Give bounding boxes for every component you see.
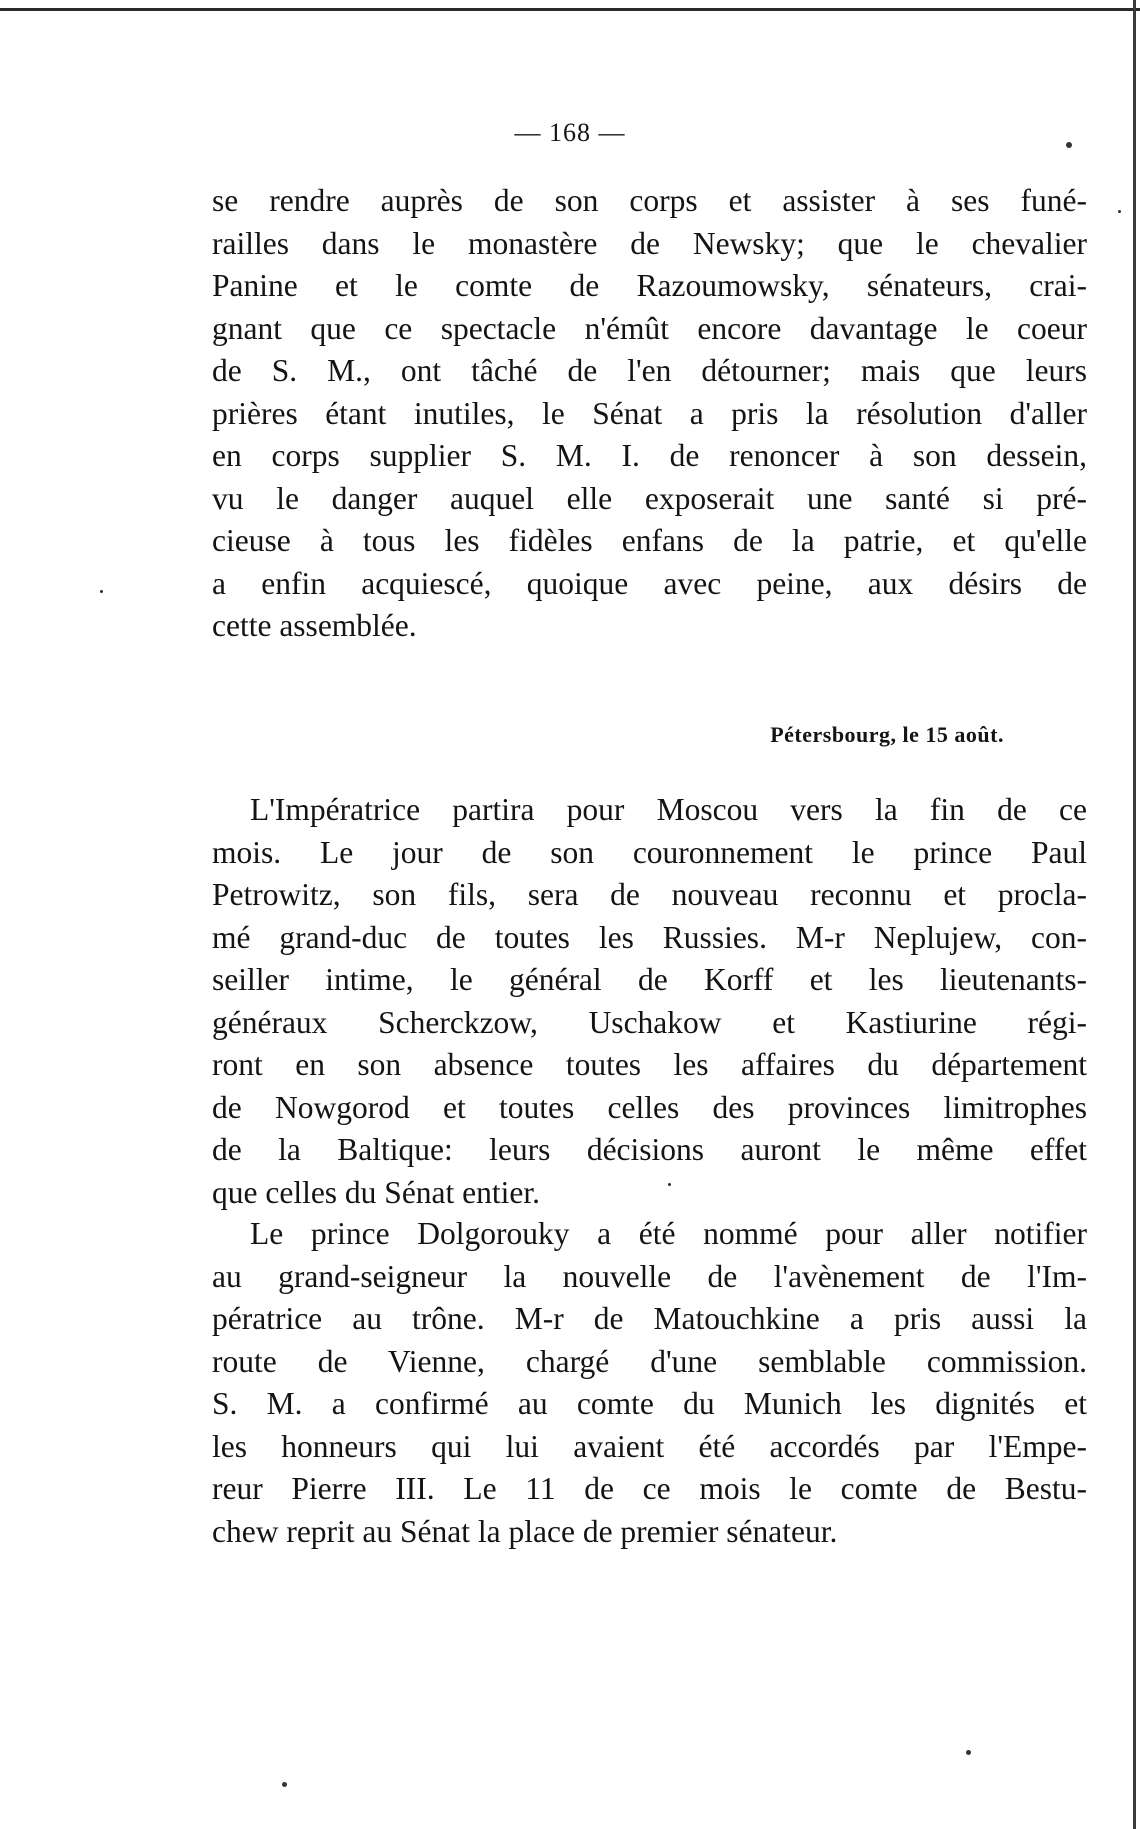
text-line: mé grand-duc de toutes les Russies. M-r Neplujew, con- bbox=[212, 919, 1087, 955]
ink-speck bbox=[966, 1750, 971, 1755]
text-line: route de Vienne, chargé d'une semblable commission. bbox=[212, 1343, 1087, 1379]
text-line: L'Impératrice partira pour Moscou vers la fin de ce bbox=[250, 792, 1087, 827]
ink-speck bbox=[1118, 210, 1121, 213]
text-line: reur Pierre III. Le 11 de ce mois le comte de Bestu- bbox=[212, 1471, 1087, 1506]
text-line: prières étant inutiles, le Sénat a pris la résolution d'aller bbox=[212, 395, 1087, 431]
text-line: de la Baltique: leurs décisions auront le même effet bbox=[212, 1132, 1087, 1167]
paragraph-moscow bbox=[212, 789, 1087, 1214]
text-line: généraux Scherckzow, Uschakow et Kastiurine régi- bbox=[212, 1004, 1087, 1040]
ink-speck bbox=[100, 590, 103, 593]
text-line: pératrice au trône. M-r de Matouchkine a pris aussi la bbox=[212, 1301, 1087, 1336]
text-line: ront en son absence toutes les affaires du département bbox=[212, 1047, 1087, 1082]
text-line: chew reprit au Sénat la place de premier sénateur. bbox=[212, 1513, 838, 1549]
text-line: Petrowitz, son fils, sera de nouveau reconnu et procla- bbox=[212, 877, 1087, 912]
text-line: au grand-seigneur la nouvelle de l'avènement de l'Im- bbox=[212, 1258, 1087, 1294]
text-line: Panine et le comte de Razoumowsky, sénateurs, crai- bbox=[212, 268, 1087, 303]
paragraph-funeral bbox=[212, 180, 1087, 648]
text-line: de S. M., ont tâché de l'en détourner; mais que leurs bbox=[212, 353, 1087, 388]
page-number: — 168 — bbox=[514, 118, 626, 147]
right-page-edge bbox=[1133, 0, 1136, 1829]
text-line: vu le danger auquel elle exposerait une santé si pré- bbox=[212, 480, 1087, 516]
text-line: cette assemblée. bbox=[212, 608, 417, 643]
text-line: seiller intime, le général de Korff et les lieutenants- bbox=[212, 962, 1087, 997]
text-line: mois. Le jour de son couronnement le prince Paul bbox=[212, 834, 1087, 870]
text-line: les honneurs qui lui avaient été accordés par l'Empe- bbox=[212, 1428, 1087, 1464]
text-line: de Nowgorod et toutes celles des provinces limitrophes bbox=[212, 1089, 1087, 1125]
paragraph-dolgorouky bbox=[212, 1213, 1087, 1553]
text-line: S. M. a confirmé au comte du Munich les dignités et bbox=[212, 1386, 1087, 1421]
text-line: cieuse à tous les fidèles enfans de la patrie, et qu'elle bbox=[212, 523, 1087, 558]
text-line: Le prince Dolgorouky a été nommé pour aller notifier bbox=[250, 1216, 1087, 1251]
text-line: railles dans le monastère de Newsky; que le chevalier bbox=[212, 225, 1087, 261]
dateline: Pétersbourg, le 15 août. bbox=[770, 722, 1004, 747]
ink-speck bbox=[668, 1183, 671, 1186]
text-line: se rendre auprès de son corps et assister à ses funé- bbox=[212, 183, 1087, 218]
top-border-rule bbox=[0, 8, 1140, 11]
text-line: gnant que ce spectacle n'émût encore davantage le coeur bbox=[212, 310, 1087, 346]
text-line: a enfin acquiescé, quoique avec peine, aux désirs de bbox=[212, 565, 1087, 601]
text-line: que celles du Sénat entier. bbox=[212, 1174, 541, 1210]
ink-speck bbox=[282, 1782, 287, 1787]
text-line: en corps supplier S. M. I. de renoncer à son dessein, bbox=[212, 438, 1087, 473]
ink-speck bbox=[1066, 142, 1072, 148]
